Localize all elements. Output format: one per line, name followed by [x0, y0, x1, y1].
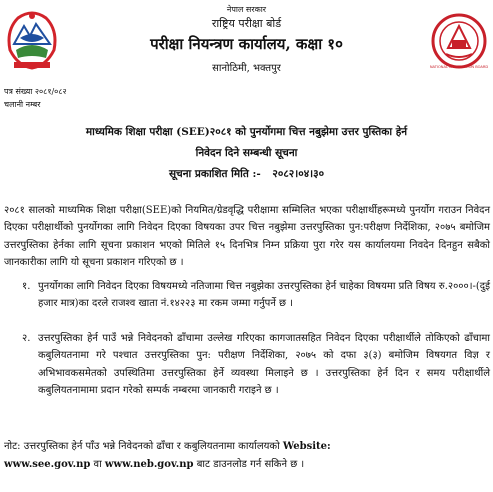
- website-label: Website:: [282, 441, 331, 452]
- neb-website-link[interactable]: www.neb.gov.np: [104, 459, 194, 470]
- office-address: सानोठिमी, भक्तपुर: [212, 63, 281, 74]
- item-1-number: १.: [22, 281, 31, 292]
- see-website-link[interactable]: www.see.gov.np: [4, 459, 91, 470]
- published-date-line: [0, 167, 493, 181]
- office-name: परीक्षा नियन्त्रण कार्यालय, कक्षा १०: [150, 35, 343, 53]
- notice-title-line-1: माध्यमिक शिक्षा परीक्षा (SEE)२०८१ को पुनर्योगमा चित्त नबुझेमा उत्तर पुस्तिका हेर्न: [85, 126, 408, 138]
- intro-paragraph: २०८१ सालको माध्यमिक शिक्षा परीक्षा(SEE)को नियमित/ग्रेडवृद्धि परीक्षामा सम्मिलित भएका परीक्षार्थीहरूमध्ये पुनर्योग गराउन निवेदन दिएका परीक्षार्थीको पुनर्योगका लागि निवेदन दिएका विषयका उपर चित्त नबुझेमा उत्तरपुस्तिका पुन:परीक्षण निर्देशिका, २०७५ बमोजिम उत्तरपुस्तिका हेर्नका लागि सूचना प्रकाशन भएको मितिले १५ दिनभित्र निम्न प्रक्रिया पुरा गरेर यस कार्यालयमा निवदेन दिनहुन सबैको जानकारीका लागि यो सूचना प्रकाशन गरिएको छ ।: [4, 205, 490, 269]
- note-paragraph: [4, 438, 490, 474]
- government-name: नेपाल सरकार: [226, 5, 267, 14]
- dispatch-number: चलानी नम्बर: [4, 100, 41, 109]
- board-name: राष्ट्रिय परीक्षा बोर्ड: [211, 17, 282, 30]
- notice-title-line-2: निवेदन दिने सम्बन्धी सूचना: [195, 147, 298, 159]
- note-text: नोट: उत्तरपुस्तिका हेर्न पाँउ भन्ने निवेदनको ढाँचा र कबुलियतनामा कार्यालयको: [4, 441, 280, 452]
- item-2-text: उत्तरपुस्तिका हेर्न पाउँ भन्ने निवेदनको ढाँचामा उल्लेख गरिएका कागजातसहित निवेदन दिएका परीक्षार्थीले तोकिएको ढाँचामा कबुलियतनामा गरे पश्चात उत्तरपुस्तिका पुन: परीक्षण निर्देशिका, २०७५ को दफा ३(३) बमोजिम विषयगत विज्ञ र अभिभावकसमेतको उपस्थितिमा उत्तरपुस्तिका हेर्ने व्यवस्था मिलाइने छ । उत्तरपुस्तिका हेर्न दिन र समय परीक्षार्थीले कबुलियतनामामा प्रदान गरेको सम्पर्क नम्बरमा जानकारी गराइने छ ।: [38, 333, 490, 397]
- item-2-number: २.: [22, 333, 31, 344]
- published-label: सूचना प्रकाशित मिति :-: [168, 168, 261, 180]
- download-text: बाट डाउनलोड गर्न सकिने छ ।: [196, 459, 305, 470]
- item-1-text: पुनर्योगका लागि निवेदन दिएका विषयमध्ये नतिजामा चित्त नबुझेका उत्तरपुस्तिका हेर्न चाहेका विषयमा प्रति विषय रु.२०००।-(दुई हजार मात्र)का दरले राजश्व खाता नं.१४२२३ मा रकम जम्मा गर्नुपर्ने छ ।: [38, 281, 490, 310]
- seal-text: NATIONAL EXAMINATION BOARD: [430, 65, 488, 69]
- published-date: २०८२।०४।३०: [272, 168, 325, 180]
- connector-text: वा: [93, 459, 102, 470]
- reference-number: पत्र संख्या २०८१/०८२: [4, 87, 67, 96]
